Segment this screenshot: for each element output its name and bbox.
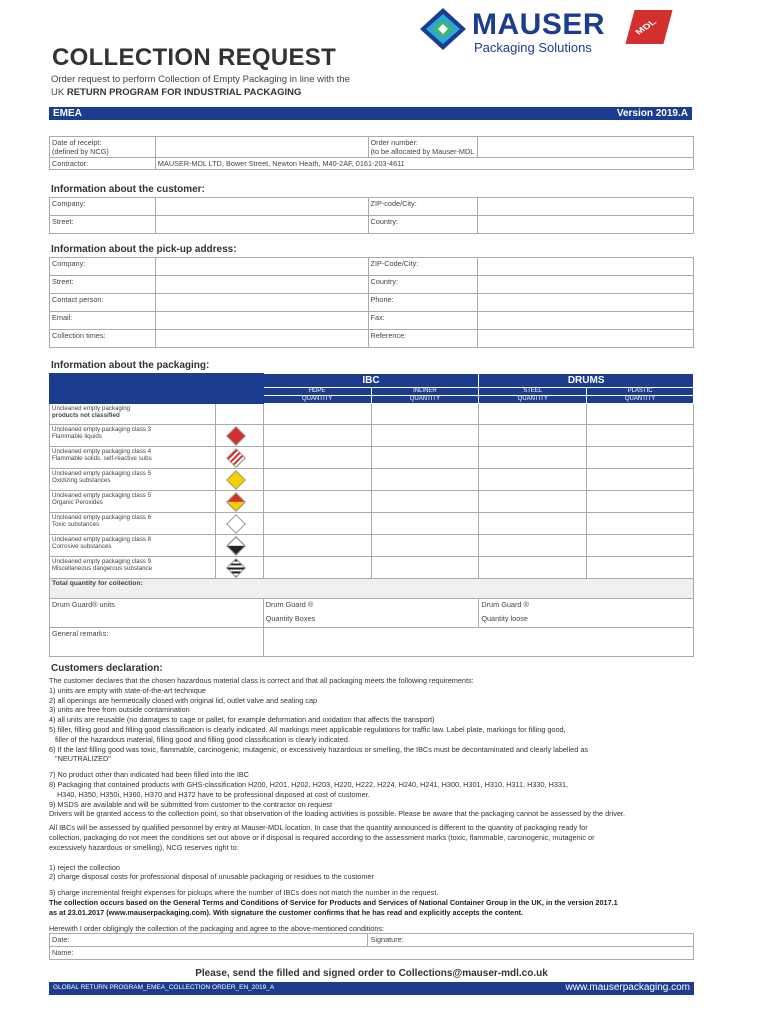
customer-country-input[interactable] <box>478 216 694 234</box>
plastic-header: PLASTIC <box>587 388 694 396</box>
herewith-line: Herewith I order obligingly the collection of the packaging and agree to the above-mentioned conditions: <box>49 923 385 933</box>
packaging-corner <box>50 374 216 404</box>
pickup-heading: Information about the pick-up address: <box>51 244 237 255</box>
packaging-row-label <box>50 469 216 491</box>
declaration-item: Drivers will be granted access to the collection point, so that observation of the loading activities is possible. Please be aware that the packaging cannot be assessed by the driver. <box>49 809 625 819</box>
qty-input[interactable] <box>263 535 371 557</box>
pickup-email-input[interactable] <box>155 312 368 330</box>
total-quantity-label: Total quantity for collection: <box>50 579 694 599</box>
website-link[interactable]: www.mauserpackaging.com <box>565 982 690 993</box>
row-line-1: Uncleaned empty packaging class 5 <box>52 470 152 477</box>
declaration-para: collection, packaging do not meet the conditions set out above or if disposal is required according to the assessment marks (toxic, flammable, carcinogenic, mutagenic or <box>49 832 595 842</box>
row-line-1: Uncleaned empty packaging class 5 <box>52 492 152 499</box>
organic-peroxide-icon <box>226 492 246 512</box>
declaration-para: excessively hazardous or smelling), NCG reserves right to: <box>49 842 239 852</box>
doc-code: GLOBAL RETURN PROGRAM_EMEA_COLLECTION ORDER_EN_2019_A <box>53 984 275 991</box>
customer-street-input[interactable] <box>155 216 368 234</box>
row-line-1: Uncleaned empty packaging class 3 <box>52 426 152 433</box>
subtitle-prefix: UK <box>51 87 67 98</box>
version-label: Version 2019.A <box>616 108 688 119</box>
terms-line-2: as at 23.01.2017 (www.mauserpackaging.com). With signature the customer confirms that he has read and explicitly accepts the content. <box>49 907 524 917</box>
hdpe-header: HDPE <box>263 388 371 396</box>
qty-input[interactable] <box>371 425 479 447</box>
qty-input[interactable] <box>263 469 371 491</box>
contractor-value: MAUSER-MDL LTD, Bower Street, Newton Heath, M40-2AF, 0161-203-4611 <box>155 158 693 170</box>
customer-company-input[interactable] <box>155 198 368 216</box>
pickup-street-label: Street: <box>50 276 156 294</box>
packaging-table <box>49 373 694 657</box>
declaration-item: 2) all openings are hermetically closed with original lid, outlet valve and sealing cap <box>49 695 318 705</box>
qty-input[interactable] <box>371 557 479 579</box>
logo-mdl-text: MDL <box>633 17 659 37</box>
declaration-item: H340, H350, H350i, H360, H370 and H372 have to be professional disposed at cost of customer. <box>57 789 370 799</box>
declaration-heading: Customers declaration: <box>51 663 163 674</box>
qty-input[interactable] <box>479 469 587 491</box>
pickup-reference-label: Reference: <box>368 330 478 348</box>
packaging-row-label <box>50 557 216 579</box>
row-line-2: Miscellaneous dangerous substance <box>52 565 153 572</box>
signature-table <box>49 933 694 960</box>
region-label: EMEA <box>53 108 82 119</box>
terms-line-1: The collection occurs based on the General Terms and Conditions of Service for Products and Services of National Container Group in the UK, in the version 2017.1 <box>49 897 618 907</box>
declaration-item: 3) units are free from outside contamination <box>49 705 190 715</box>
drum-guard-loose-cell[interactable] <box>479 599 694 628</box>
subtitle-bold: RETURN PROGRAM FOR INDUSTRIAL PACKAGING <box>66 87 302 98</box>
customer-street-label: Street: <box>50 216 156 234</box>
qty-input[interactable] <box>479 557 587 579</box>
page-title: COLLECTION REQUEST <box>52 44 337 71</box>
inliner-header: INLINER <box>371 388 479 396</box>
qty-loose-label: Quantity loose <box>481 614 528 623</box>
footer-bar <box>49 982 694 995</box>
drum-guard-boxes-cell[interactable] <box>263 599 479 628</box>
packaging-row-icon <box>215 491 263 513</box>
misc-hazard-icon <box>226 558 246 578</box>
order-label: Order number: <box>370 138 418 147</box>
order-input-cell[interactable] <box>478 137 694 158</box>
qty-header-3: QUANTITY <box>479 396 587 404</box>
row-line-1: Uncleaned empty packaging class 4 <box>52 448 152 455</box>
qty-input[interactable] <box>587 404 694 425</box>
drum-guard-units-label: Drum Guard® units <box>50 599 264 628</box>
qty-input[interactable] <box>587 513 694 535</box>
declaration-item: 6) If the last filling good was toxic, flammable, carcinogenic, mutagenic, or excessively hazardous or smelling, the IBCs must be decontaminated and clearly labelled as <box>49 744 589 754</box>
packaging-corner-icon <box>215 374 263 404</box>
row-line-2: Organic Peroxides <box>52 499 103 506</box>
pickup-fax-label: Fax: <box>368 312 478 330</box>
row-line-1: Uncleaned empty packaging <box>52 405 131 412</box>
pickup-country-label: Country: <box>368 276 478 294</box>
customer-table <box>49 197 694 234</box>
ibc-header: IBC <box>263 374 479 388</box>
qty-input[interactable] <box>263 491 371 513</box>
pickup-company-input[interactable] <box>155 258 368 276</box>
send-instruction: Please, send the filled and signed order to Collections@mauser-mdl.co.uk <box>195 968 548 979</box>
qty-input[interactable] <box>587 469 694 491</box>
qty-header-1: QUANTITY <box>263 396 371 404</box>
date-label: Date of receipt: <box>52 138 102 147</box>
packaging-row-label <box>50 535 216 557</box>
flammable-liquid-icon <box>226 426 246 446</box>
general-remarks-label: General remarks: <box>50 628 264 657</box>
declaration-item: "NEUTRALIZED" <box>55 754 111 764</box>
customer-zip-label: ZIP-code/City: <box>368 198 478 216</box>
declaration-item: 5) filler, filling good and filling good classification is clearly indicated. All markings meet applicable regulations for traffic law. Label plate, markings for filling good, <box>49 724 566 734</box>
declaration-right: 2) charge disposal costs for professional disposal of unusable packaging or residues to the customer <box>49 872 374 882</box>
declaration-item: 8) Packaging that contained products with GHS-classification H200, H201, H202, H203, H220, H222, H224, H240, H241, H300, H301, H310, H311, H330, H331, <box>49 779 569 789</box>
pickup-phone-input[interactable] <box>478 294 694 312</box>
row-line-2: Toxic substances <box>52 521 100 528</box>
qty-input[interactable] <box>263 404 371 425</box>
qty-input[interactable] <box>263 447 371 469</box>
declaration-body <box>49 676 694 933</box>
date-field[interactable]: Date: <box>50 934 368 947</box>
row-line-2: products not classified <box>52 412 120 419</box>
date-label-cell <box>50 137 156 158</box>
steel-header: STEEL <box>479 388 587 396</box>
subtitle-line-1: Order request to perform Collection of Empty Packaging in line with the <box>51 74 350 85</box>
date-label-sub: (defined by NCG) <box>52 147 109 156</box>
receipt-table <box>49 136 694 170</box>
page-subtitle <box>51 73 411 99</box>
packaging-row-icon-empty <box>215 404 263 425</box>
row-line-1: Uncleaned empty packaging class 6 <box>52 514 152 521</box>
row-line-2: Corrosive substances <box>52 543 112 550</box>
packaging-row-icon <box>215 447 263 469</box>
pickup-phone-label: Phone: <box>368 294 478 312</box>
order-label-cell <box>368 137 478 158</box>
qty-input[interactable] <box>479 535 587 557</box>
pickup-contact-label: Contact person: <box>50 294 156 312</box>
customer-zip-input[interactable] <box>478 198 694 216</box>
pickup-country-input[interactable] <box>478 276 694 294</box>
contractor-label: Contractor: <box>50 158 156 170</box>
qty-input[interactable] <box>479 491 587 513</box>
packaging-row-label <box>50 404 216 425</box>
packaging-heading: Information about the packaging: <box>51 360 210 371</box>
packaging-row-label <box>50 513 216 535</box>
flammable-solid-icon <box>226 448 246 468</box>
mauser-logo <box>420 6 690 56</box>
drum-guard-a: Drum Guard ® <box>265 600 314 609</box>
qty-input[interactable] <box>587 491 694 513</box>
logo-mark-icon <box>420 8 466 50</box>
qty-input[interactable] <box>371 469 479 491</box>
pickup-times-input[interactable] <box>155 330 368 348</box>
qty-input[interactable] <box>479 447 587 469</box>
qty-input[interactable] <box>263 513 371 535</box>
qty-input[interactable] <box>371 513 479 535</box>
region-bar <box>49 107 692 120</box>
row-line-2: Flammable liquids <box>52 433 102 440</box>
qty-input[interactable] <box>479 513 587 535</box>
qty-input[interactable] <box>587 447 694 469</box>
pickup-reference-input[interactable] <box>478 330 694 348</box>
qty-header-2: QUANTITY <box>371 396 479 404</box>
logo-mdl-badge <box>625 10 672 44</box>
general-remarks-input[interactable] <box>263 628 693 657</box>
qty-input[interactable] <box>371 535 479 557</box>
qty-input[interactable] <box>479 404 587 425</box>
pickup-times-label: Collection times: <box>50 330 156 348</box>
packaging-row-icon <box>215 557 263 579</box>
qty-input[interactable] <box>587 425 694 447</box>
qty-boxes-label: Quantity Boxes <box>265 614 316 623</box>
row-line-1: Uncleaned empty packaging class 8 <box>52 536 152 543</box>
pickup-contact-input[interactable] <box>155 294 368 312</box>
corrosive-icon <box>226 536 246 556</box>
logo-tagline: Packaging Solutions <box>474 40 592 55</box>
customer-heading: Information about the customer: <box>51 184 205 195</box>
qty-input[interactable] <box>479 425 587 447</box>
packaging-row-icon <box>215 535 263 557</box>
qty-input[interactable] <box>371 404 479 425</box>
qty-input[interactable] <box>587 535 694 557</box>
toxic-icon <box>226 514 246 534</box>
pickup-company-label: Company: <box>50 258 156 276</box>
declaration-para: All IBCs will be assessed by qualified personnel by entry at Mauser-MDL location. In case that the quantity announced is different to the quantity of packaging ready for <box>49 823 588 833</box>
qty-input[interactable] <box>263 557 371 579</box>
pickup-fax-input[interactable] <box>478 312 694 330</box>
declaration-item: filler of the hazardous material, filling good and filling good classification is clearly indicated. <box>55 734 350 744</box>
logo-word: MAUSER <box>472 8 606 41</box>
row-line-2: Flammable solids, self-reactive subs <box>52 455 152 462</box>
drums-header: DRUMS <box>479 374 694 388</box>
pickup-email-label: Email: <box>50 312 156 330</box>
qty-input[interactable] <box>263 425 371 447</box>
pickup-table <box>49 257 694 348</box>
declaration-item: 9) MSDS are available and will be submitted from customer to the contractor on request <box>49 799 333 809</box>
pickup-zip-label: ZIP-Code/City: <box>368 258 478 276</box>
declaration-right: 3) charge incremental freight expenses for pickups where the number of IBCs does not match the number in the request. <box>49 888 439 898</box>
name-field[interactable]: Name: <box>50 947 694 960</box>
oxidizer-icon <box>226 470 246 490</box>
packaging-row-label <box>50 447 216 469</box>
packaging-row-icon <box>215 425 263 447</box>
customer-country-label: Country: <box>368 216 478 234</box>
customer-company-label: Company: <box>50 198 156 216</box>
qty-input[interactable] <box>587 557 694 579</box>
declaration-right: 1) reject the collection <box>49 862 120 872</box>
date-input-cell[interactable] <box>155 137 368 158</box>
pickup-zip-input[interactable] <box>478 258 694 276</box>
row-line-2: Oxidizing substances <box>52 477 111 484</box>
order-label-sub: (to be allocated by Mauser-MDL <box>370 147 475 156</box>
subtitle-line-2 <box>51 86 411 99</box>
declaration-item: 4) all units are reusable (no damages to cage or pallet, for example deformation and oxidation that affects the transport) <box>49 715 435 725</box>
declaration-intro: The customer declares that the chosen hazardous material class is correct and that all packaging meets the following requirements: <box>49 676 474 685</box>
qty-header-4: QUANTITY <box>587 396 694 404</box>
packaging-row-label <box>50 425 216 447</box>
declaration-item: 7) No product other than indicated had been filled into the IBC <box>49 770 249 780</box>
pickup-street-input[interactable] <box>155 276 368 294</box>
row-line-1: Uncleaned empty packaging class 9 <box>52 558 152 565</box>
drum-guard-b: Drum Guard ® <box>481 600 529 609</box>
signature-field[interactable]: Signature: <box>368 934 694 947</box>
packaging-row-label <box>50 491 216 513</box>
declaration-item: 1) units are empty with state-of-the-art technique <box>49 685 206 695</box>
qty-input[interactable] <box>371 491 479 513</box>
packaging-row-icon <box>215 469 263 491</box>
qty-input[interactable] <box>371 447 479 469</box>
packaging-row-icon <box>215 513 263 535</box>
